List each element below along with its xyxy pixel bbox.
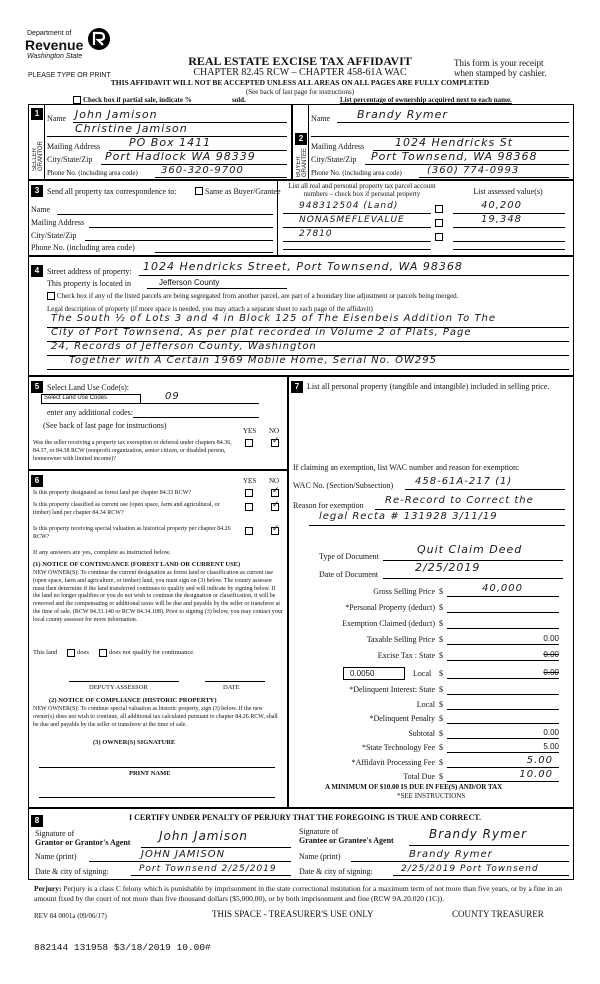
same-as-buyer-checkbox[interactable] [195, 187, 203, 195]
buyer-name1[interactable]: Brandy Rymer [357, 108, 448, 121]
legal-description-line[interactable]: City of Port Townsend, As per plat recorded in Volume 2 of Plats, Page [51, 327, 472, 338]
s3-mailing-label: Mailing Address [31, 218, 85, 227]
calc-row-value[interactable]: 10.00 [519, 769, 553, 780]
calc-row-value[interactable]: 40,000 [482, 583, 523, 594]
buyer-name-label: Name [311, 114, 331, 123]
assessed-value[interactable]: 40,200 [481, 200, 522, 211]
s5-yes: YES [243, 427, 257, 435]
calc-row-label: *Affidavit Processing Fee [351, 757, 435, 767]
grantee-date-city-label: Date & city of signing: [299, 867, 373, 876]
s5-no-checkbox[interactable] [271, 436, 281, 447]
calc-row-label: Local [416, 699, 435, 709]
parcel-number[interactable]: NONASMEFLEVALUE [299, 215, 405, 225]
s3-phone-label: Phone No. (including area code) [31, 243, 135, 252]
seller-city[interactable]: Port Hadlock WA 98339 [105, 150, 256, 163]
section-7-box [288, 376, 574, 808]
land-does-label: does [77, 649, 89, 656]
calc-row-label: *Delinquent Interest: State [349, 685, 435, 694]
grantor-name-print[interactable]: JOHN JAMISON [141, 849, 226, 860]
legal-description-line[interactable]: 24, Records of Jefferson County, Washington [51, 341, 317, 352]
calc-dollar: $ [439, 772, 443, 781]
doc-date-label: Date of Document [319, 570, 379, 579]
local-rate-value: 0.0050 [350, 669, 375, 678]
county-value: Jefferson County [159, 278, 220, 287]
segregated-label: Check box if any of the listed parcels are being segregated from another parcel, are part of a boundary line adjustment or parcels being merged. [57, 292, 459, 300]
form-see-back: (See back of last page for instructions) [245, 88, 355, 96]
s5-yes-checkbox[interactable] [245, 439, 253, 447]
parcel-number[interactable]: 27810 [299, 229, 333, 239]
calc-dollar: $ [439, 714, 443, 723]
parcel-number[interactable]: 948312504 (Land) [299, 201, 399, 211]
personal-property-checkbox[interactable] [435, 205, 443, 213]
legal-description-line[interactable]: Together with A Certain 1969 Mobile Home, Serial No. OW295 [69, 355, 437, 366]
calc-dollar: $ [439, 651, 443, 660]
this-land-label: This land [33, 649, 58, 656]
notice1-body: NEW OWNER(S): To continue the current designation as forest land or classification as current use (open space, farm and agriculture, or timber) land, you must sign on (3) below. The county assessor must then determine if the land transferred continues to qualify and will indicate by signing below. If the land no longer qualifies or you do not wish to continue the designation or classification, it will be removed and the compensating or additional taxes will be due and payable by the seller or transferor at the time of sale. (RCW 84.33.140 or RCW 84.34.108). Prior to signing (3) below, you may contact your local county assessor for more information. [33, 570, 283, 623]
section-4-number: 4 [31, 265, 43, 277]
section-8-box [28, 808, 574, 880]
notice1-title: (1) NOTICE OF CONTINUANCE (FOREST LAND OR CURRENT USE) [33, 561, 241, 568]
exemption-claim-label: If claiming an exemption, list WAC number and reason for exemption: [293, 463, 520, 472]
receipt-line1: This form is your receipt [454, 58, 544, 68]
calc-dollar: $ [439, 635, 443, 644]
rev-number: REV 84 0001a (09/06/17) [34, 912, 107, 920]
grantee-sig-of: Signature of [299, 827, 339, 836]
reason-label: Reason for exemption [293, 501, 364, 510]
section-8-number: 8 [31, 815, 43, 827]
wac-value[interactable]: 458-61A-217 (1) [415, 476, 513, 487]
calc-row-label: Excise Tax : State [377, 651, 435, 660]
s5-no-check-mark: ✓ [272, 436, 281, 446]
parcel-header: List all real and personal property tax parcel account numbers – check box if personal property [288, 182, 436, 198]
section-6-number: 6 [31, 475, 43, 487]
grantor-agent-label: Grantor or Grantor's Agent [35, 838, 131, 847]
calc-row-label: *Delinquent Penalty [369, 714, 435, 723]
street-value[interactable]: 1024 Hendricks Street, Port Townsend, WA 98368 [143, 260, 463, 273]
s5-no: NO [269, 427, 280, 435]
land-does-checkbox[interactable] [67, 649, 75, 657]
buyer-side-label: BUYER GRANTEE [296, 147, 308, 177]
s6-q3-check-mark: ✓ [272, 524, 281, 534]
calc-dollar: $ [439, 699, 443, 709]
seller-mailing[interactable]: PO Box 1411 [129, 136, 212, 149]
s6-q3: Is this property receiving special valuation as historical property per chapter 84.26 RCW? [33, 526, 231, 540]
personal-property-checkbox[interactable] [435, 233, 443, 241]
legal-description-line[interactable]: The South ½ of Lots 3 and 4 in Block 125 of The Eisenbeis Addition To The [51, 313, 497, 324]
calc-dollar: $ [439, 728, 443, 738]
s6-q2: Is this property classified as current use (open space, farm and agricultural, or timber) land per chapter 84.34 RCW? [33, 502, 220, 516]
s6-yes: YES [243, 477, 257, 485]
owner-signature-label: (3) OWNER(S) SIGNATURE [93, 739, 176, 746]
perjury-text: Perjury is a class C felony which is punishable by imprisonment in the state correctional institution for a maximum term of not more than five years, or by a fine in an amount fixed by the court of not more than five thousand dollars ($5,000.00), or by both imprisonment and fine (RCW 9A.20.020 (1C)). [34, 884, 562, 903]
perjury-notice [34, 884, 570, 904]
section-3-number: 3 [31, 185, 43, 197]
section-3-box [28, 180, 574, 256]
s6-if-yes: If any answers are yes, complete as instructed below. [33, 549, 171, 556]
section-2-number: 2 [295, 133, 307, 145]
seller-box [28, 104, 292, 180]
grantor-sig-of: Signature of [35, 829, 75, 838]
section-4-box [28, 256, 574, 376]
section-5-box [28, 376, 288, 470]
seller-name2: Christine Jamison [75, 122, 188, 135]
ownership-note: List percentage of ownership acquired next to each name. [340, 96, 512, 104]
revenue-logo [25, 26, 115, 64]
partial-sale-label: Check box if partial sale, indicate % [83, 96, 192, 104]
calc-dollar: $ [439, 619, 443, 628]
s6-no: NO [269, 477, 280, 485]
grantor-signature[interactable]: John Jamison [159, 829, 249, 843]
land-use-select-label: Select Land Use Codes [44, 395, 108, 401]
calc-row-label: Total Due [403, 772, 435, 781]
receipt-line2: when stamped by cashier. [454, 68, 547, 78]
section-6-box [28, 470, 288, 808]
form-title: REAL ESTATE EXCISE TAX AFFIDAVIT [188, 54, 412, 68]
calc-row-value[interactable]: 5.00 [526, 754, 553, 766]
s6-q2-check-mark: ✓ [272, 500, 281, 510]
minimum-due: A MINIMUM OF $10.00 IS DUE IN FEE(S) AND/OR TAX [325, 783, 503, 791]
land-use-select[interactable] [41, 394, 141, 404]
buyer-city[interactable]: Port Townsend, WA 98368 [371, 150, 538, 163]
calc-row-label: Taxable Selling Price [366, 635, 435, 644]
buyer-box [292, 104, 574, 180]
grantee-agent-label: Grantee or Grantee's Agent [299, 836, 394, 845]
calc-row-label: *Personal Property (deduct) [345, 603, 435, 612]
calc-row-label: *State Technology Fee [361, 743, 435, 752]
deputy-assessor-label: DEPUTY ASSESSOR [89, 684, 148, 691]
local-label: Local [413, 669, 432, 678]
land-does-not-label: does not qualify for continuance. [109, 649, 195, 656]
calc-row-label: Subtotal [408, 728, 435, 738]
calc-row-label: Exemption Claimed (deduct) [342, 619, 435, 628]
seller-mailing-label: Mailing Address [47, 142, 101, 151]
buyer-city-label: City/State/Zip [311, 155, 357, 164]
street-label: Street address of property: [47, 267, 132, 276]
logo-dept-line1: Department of [27, 30, 72, 37]
form-chapter: CHAPTER 82.45 RCW – CHAPTER 458-61A WAC [193, 67, 407, 78]
land-does-not-checkbox[interactable] [99, 649, 107, 657]
buyer-mailing[interactable]: 1024 Hendricks St [395, 136, 514, 149]
calc-row-label: Gross Selling Price [373, 587, 435, 596]
local-value: 0.00 [543, 668, 559, 677]
assessed-header: List assessed value(s) [473, 187, 543, 196]
county-treasurer: COUNTY TREASURER [452, 909, 544, 919]
personal-property-checkbox[interactable] [435, 219, 443, 227]
legal-label: Legal description of property (if more space is needed, you may attach a separate sheet to each page of the affidavit) [47, 305, 373, 313]
s3-name-label: Name [31, 205, 51, 214]
personal-property-label: List all personal property (tangible and intangible) included in selling price. [307, 382, 550, 391]
send-correspondence-label: Send all property tax correspondence to: [47, 187, 177, 196]
seller-phone-label: Phone No. (including area code) [47, 169, 138, 177]
local-rate-box[interactable] [343, 667, 405, 680]
s6-q1-yes[interactable] [245, 489, 253, 497]
perjury-bold: Perjury: [34, 884, 62, 893]
section-5-number: 5 [31, 381, 43, 393]
s6-q2-no[interactable] [271, 500, 281, 511]
partial-sale-sold: sold. [232, 96, 246, 104]
assessed-value[interactable]: 19,348 [481, 214, 522, 225]
calc-row-value[interactable]: 0.00 [543, 727, 559, 737]
doc-type-label: Type of Document [319, 552, 379, 561]
local-dollar: $ [439, 669, 443, 678]
section-7-number: 7 [291, 381, 303, 393]
grantor-date-city[interactable]: Port Townsend 2/25/2019 [139, 864, 277, 874]
partial-sale-checkbox[interactable] [73, 96, 81, 104]
logo-dept-line2: Revenue [25, 37, 84, 53]
seller-city-label: City/State/Zip [47, 155, 93, 164]
s6-q1-check-mark: ✓ [272, 486, 281, 496]
cashier-stamp: 882144 131958 $3/18/2019 10.00# [34, 942, 211, 953]
calc-row-value[interactable]: 5.00 [543, 742, 559, 751]
calc-dollar: $ [439, 685, 443, 694]
calc-row-value[interactable]: 0.00 [543, 634, 559, 643]
s6-q3-yes[interactable] [245, 527, 253, 535]
doc-type-value[interactable]: Quit Claim Deed [417, 543, 523, 556]
notice2-body: NEW OWNER(S): To continue special valuation as historic property, sign (3) below. If the new owner(s) does not wish to continue, all additional tax calculated pursuant to chapter 84.26 RCW, shall be due and payable by the seller or transferor at the time of sale. [33, 706, 278, 728]
land-use-label: Select Land Use Code(s): [47, 383, 129, 392]
additional-codes-label: enter any additional codes: [47, 408, 133, 417]
buyer-mailing-label: Mailing Address [311, 142, 365, 151]
calc-dollar: $ [439, 743, 443, 752]
certify-statement: I CERTIFY UNDER PENALTY OF PERJURY THAT THE FOREGOING IS TRUE AND CORRECT. [129, 813, 482, 822]
logo-dept-line3: Washington State [27, 53, 83, 60]
grantor-date-city-label: Date & city of signing: [35, 867, 109, 876]
buyer-phone-label: Phone No. (including area code) [311, 169, 402, 177]
seller-name1: John Jamison [75, 108, 158, 121]
grantee-date-city[interactable]: 2/25/2019 Port Townsend [401, 864, 539, 874]
grantee-name-print-label: Name (print) [299, 852, 341, 861]
s6-q1-no[interactable] [271, 486, 281, 497]
calc-dollar: $ [439, 603, 443, 612]
section-1-number: 1 [31, 108, 43, 120]
grantee-name-print[interactable]: Brandy Rymer [409, 849, 493, 860]
s3-city-label: City/State/Zip [31, 231, 77, 240]
seller-phone[interactable]: 360-320-9700 [161, 165, 244, 176]
land-use-code[interactable]: 09 [165, 391, 180, 402]
same-as-buyer-label: Same as Buyer/Grantee [205, 187, 281, 196]
s6-q3-no[interactable] [271, 524, 281, 535]
s6-q2-yes[interactable] [245, 503, 253, 511]
form-warning: THIS AFFIDAVIT WILL NOT BE ACCEPTED UNLESS ALL AREAS ON ALL PAGES ARE FULLY COMPLETED [110, 78, 490, 87]
seller-side-label: SELLER GRANTOR [32, 141, 44, 171]
see-instructions: *SEE INSTRUCTIONS [397, 792, 466, 800]
please-type-label: PLEASE TYPE OR PRINT [28, 72, 111, 79]
segregated-checkbox[interactable] [47, 292, 55, 300]
grantee-signature[interactable]: Brandy Rymer [429, 827, 528, 841]
treasurer-space: THIS SPACE - TREASURER'S USE ONLY [212, 909, 374, 919]
reason-line1[interactable]: Re-Record to Correct the [385, 495, 534, 506]
wac-label: WAC No. (Section/Subsection) [293, 481, 394, 490]
seller-name-label: Name [47, 114, 67, 123]
print-name-label: PRINT NAME [129, 770, 171, 777]
exemption-question: Was the seller receiving a property tax exemption or deferral under chapters 84.36, 84.37, or 84.38 RCW (nonprofit organization, senior citizen, or disabled person, homeowner with limited income)? [33, 440, 232, 462]
doc-date-value[interactable]: 2/25/2019 [415, 561, 481, 574]
s6-q1: Is this property designated as forest land per chapter 84.33 RCW? [33, 490, 192, 496]
grantor-name-print-label: Name (print) [35, 852, 77, 861]
calc-row-value[interactable]: 0.00 [543, 650, 559, 659]
reason-line2[interactable]: legal Recta # 131928 3/11/19 [319, 511, 498, 522]
buyer-phone[interactable]: (360) 774-0993 [427, 165, 520, 176]
calc-dollar: $ [439, 587, 443, 596]
s5-see-back: (See back of last page for instructions) [43, 421, 167, 430]
revenue-emblem-icon [87, 26, 111, 52]
located-label: This property is located in [47, 279, 131, 288]
deputy-date-label: DATE [223, 684, 240, 691]
calc-dollar: $ [439, 757, 443, 767]
notice2-title: (2) NOTICE OF COMPLIANCE (HISTORIC PROPERTY) [49, 697, 217, 704]
